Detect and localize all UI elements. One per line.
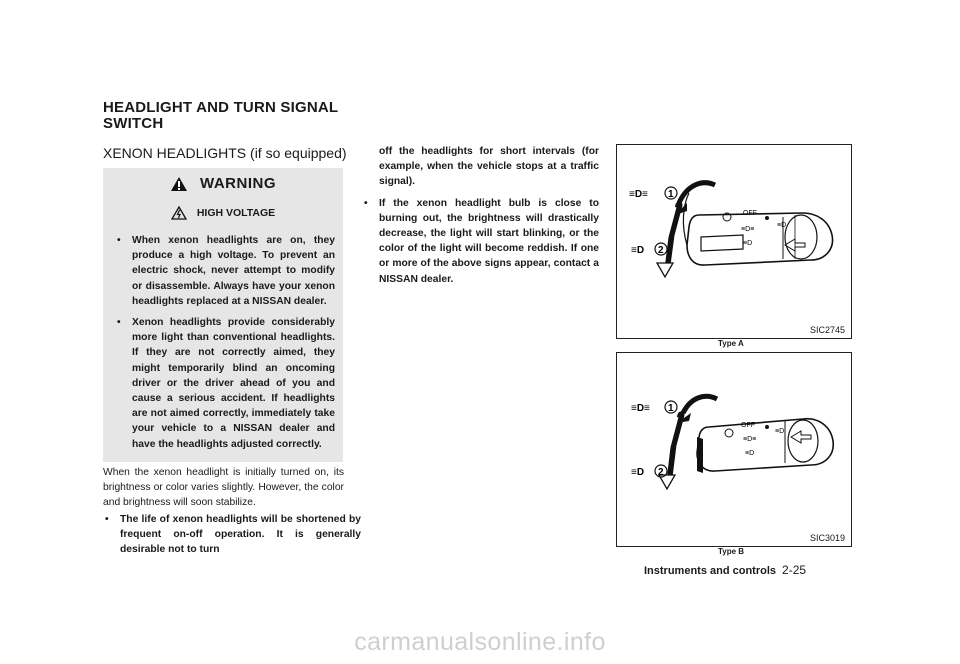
warning-box	[103, 168, 343, 462]
figure-type-b	[616, 352, 852, 547]
body-bullet: • The life of xenon headlights will be shortened by frequent on-off operation. It is generally desirable not to turn	[105, 514, 361, 556]
figure-caption: Type A	[718, 339, 744, 348]
svg-text:≡D≡: ≡D≡	[629, 189, 648, 200]
svg-text:≡D: ≡D	[775, 428, 785, 435]
warning-triangle-icon	[170, 176, 188, 192]
figure-caption: Type B	[718, 547, 745, 556]
bullet-dot: •	[117, 235, 121, 246]
headlight-switch-illustration	[617, 353, 851, 546]
body-bullet: • If the xenon headlight bulb is close to burning out, the brightness will drastically decrease, the light will start blinking, or the color of the light will become reddish. If one or more of the above signs appear, contact a NISSAN dealer.	[364, 197, 599, 285]
subsection-title: XENON HEADLIGHTS (if so equipped)	[103, 145, 347, 161]
figure-code: SIC3019	[809, 533, 845, 543]
high-voltage-icon	[171, 206, 187, 220]
column-two	[362, 144, 599, 287]
warning-heading: WARNING	[200, 175, 276, 192]
page-footer	[644, 563, 806, 577]
callout-1: 1	[668, 189, 674, 200]
bullet-dot: •	[364, 197, 368, 209]
svg-text:≡D: ≡D	[631, 467, 645, 478]
warning-bullet: • Xenon headlights provide considerably more light than conventional headlights. If they are not correctly aimed, they might temporarily blind an oncoming driver or the driver ahead of you and cause a serious accident. If headlights are not aimed correctly, immediately take your vehicle to a NISSAN dealer and have the headlights adjusted correctly.	[117, 317, 335, 450]
svg-text:≡D: ≡D	[777, 222, 787, 229]
page-number: 2-25	[782, 563, 807, 577]
watermark: carmanualsonline.info	[354, 628, 606, 656]
body-paragraph: When the xenon headlight is initially turned on, its brightness or color varies slightly. However, the color and brightness will soon stabilize.	[103, 467, 344, 509]
warning-subheading: HIGH VOLTAGE	[196, 207, 276, 219]
svg-text:≡D: ≡D	[745, 450, 755, 457]
bullet-dot: •	[105, 514, 109, 525]
bullet-dot: •	[117, 317, 121, 329]
bullet-continuation: off the headlights for short intervals (for example, when the vehicle stops at a traffic signal).	[379, 146, 599, 188]
headlight-switch-illustration	[617, 145, 851, 338]
svg-text:≡D≡: ≡D≡	[741, 226, 755, 233]
callout-1: 1	[668, 403, 674, 414]
svg-text:≡D: ≡D	[743, 240, 753, 247]
callout-2: 2	[658, 245, 664, 256]
svg-text:≡D≡: ≡D≡	[743, 436, 757, 443]
warning-header	[103, 168, 343, 199]
footer-chapter: Instruments and controls	[644, 565, 777, 577]
warning-subheader	[103, 201, 343, 225]
off-label: OFF	[743, 210, 757, 217]
callout-2: 2	[658, 467, 664, 478]
figure-type-a	[616, 144, 852, 339]
warning-bullet: • When xenon headlights are on, they produce a high voltage. To prevent an electric shock, never attempt to modify or disassemble. Always have your xenon headlights replaced at a NISSAN dealer.	[117, 235, 335, 307]
svg-text:≡D≡: ≡D≡	[631, 403, 650, 414]
svg-text:≡D: ≡D	[631, 245, 645, 256]
warning-body	[103, 225, 343, 462]
figure-code: SIC2745	[809, 325, 845, 335]
off-label: OFF	[741, 422, 755, 429]
section-title: HEADLIGHT AND TURN SIGNAL SWITCH	[103, 99, 338, 132]
